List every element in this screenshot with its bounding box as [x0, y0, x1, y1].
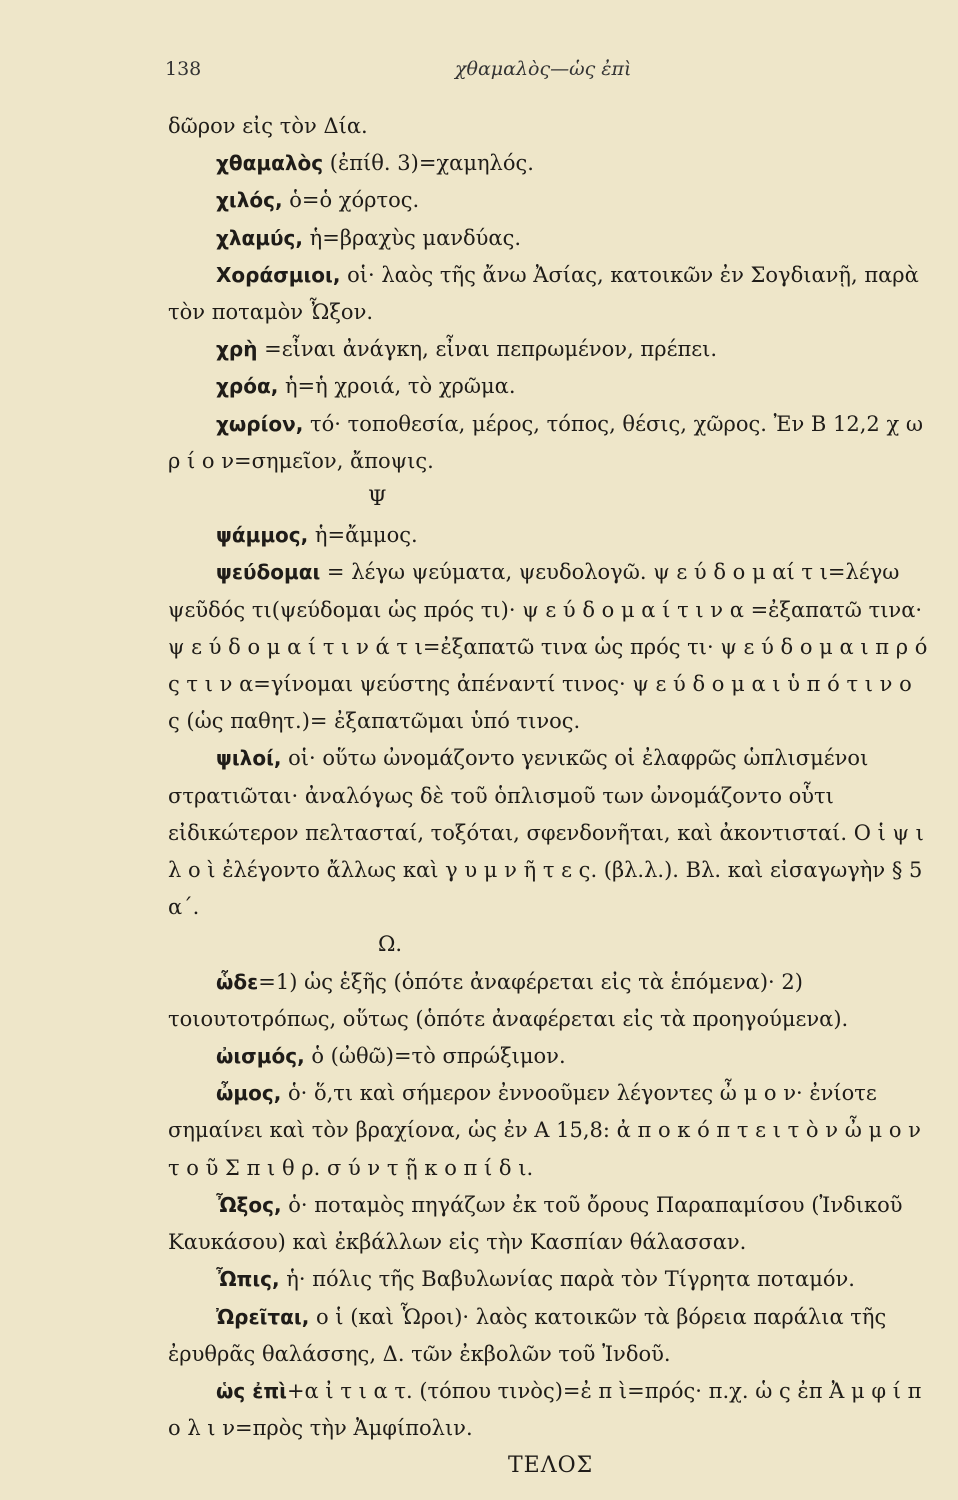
dictionary-entry [168, 331, 928, 368]
entry-definition: =1) ὡς ἑξῆς (ὁπότε ἀναφέρεται εἰς τὰ ἑπόμενα)· 2) τοιουτοτρόπως, οὕτως (ὁπότε ἀναφέρεται εἰς τὰ προηγούμενα). [168, 969, 849, 1031]
dictionary-entry [168, 1261, 928, 1298]
entry-headword: ψεύδομαι [216, 560, 321, 585]
entry-headword: ὧδε [216, 969, 259, 994]
dictionary-entry [168, 145, 928, 182]
entry-headword: ψάμμος, [216, 523, 309, 548]
entry-headword: χρὴ [216, 337, 258, 362]
dictionary-entry [168, 554, 928, 740]
end-marker: ΤΕΛΟΣ [508, 1453, 594, 1479]
dictionary-entry [168, 182, 928, 219]
entry-definition: ἡ=βραχὺς μανδύας. [302, 225, 522, 250]
entry-definition: ἡ=ἄμμος. [308, 523, 418, 548]
entry-headword: χλαμύς, [216, 225, 303, 250]
entry-headword: Ὦξος, [216, 1192, 282, 1217]
entry-headword: ψιλοί, [216, 746, 282, 771]
entry-headword: Χοράσμιοι, [216, 262, 341, 287]
entry-definition: ὁ=ὁ χόρτος. [282, 188, 420, 213]
dictionary-entry [168, 1038, 928, 1075]
entry-headword: χιλός, [216, 188, 283, 213]
entry-definition: ὁ· ποταμὸς πηγάζων ἐκ τοῦ ὄρους Παραπαμίσου (Ἰνδικοῦ Καυκάσου) καὶ ἐκβάλλων εἰς τὴν Κασπίαν θάλασσαν. [168, 1192, 903, 1255]
dictionary-entry [168, 368, 928, 405]
entry-definition: οἱ· λαὸς τῆς ἄνω Ἀσίας, κατοικῶν ἐν Σογδιανῇ, παρὰ τὸν ποταμὸν Ὦξον. [168, 262, 919, 325]
entry-headword: χρόα, [216, 374, 279, 399]
entry-definition: ὁ· ὅ,τι καὶ σήμερον ἐννοοῦμεν λέγοντες ὦ μ ο ν· ἐνίοτε σημαίνει καὶ τὸν βραχίονα, ὡς ἐν Α 15,8: ἀ π ο κ ό π τ ε ι τ ὸ ν ὦ μ ο ν τ ο ῦ Σ π ι θ ρ. σ ύ ν τ ῇ κ ο π ί δ ι. [168, 1081, 921, 1180]
dictionary-entry [168, 220, 928, 257]
dictionary-entry [168, 517, 928, 554]
entry-headword: χθαμαλὸς [216, 151, 324, 176]
dictionary-entry [168, 406, 928, 480]
dictionary-entry [168, 1373, 928, 1447]
letter-separator: Ω. [378, 932, 403, 957]
dictionary-entry [168, 964, 928, 1038]
page-number: 138 [165, 58, 202, 80]
entry-definition: οἱ· οὕτω ὠνομάζοντο γενικῶς οἱ ἐλαφρῶς ὡπλισμένοι στρατιῶται· ἀναλόγως δὲ τοῦ ὁπλισμοῦ των ὠνομάζοντο οὗτι εἰδικώτερον πελτασταί, τοξόται, σφενδονῆται, καὶ ἀκοντισταί. Ο ἱ ψ ι λ ο ὶ ἐλέγοντο ἄλλως καὶ γ υ μ ν ῆ τ ε ς. (βλ.λ.). Βλ. καὶ εἰσαγωγὴν § 5 α΄. [168, 746, 924, 920]
entry-definition: = λέγω ψεύματα, ψευδολογῶ. ψ ε ύ δ ο μ αί τ ι=λέγω ψεῦδός τι(ψεύδομαι ὡς πρός τι)· ψ ε ύ δ ο μ α ί τ ι ν α =ἐξαπατῶ τινα· ψ ε ύ δ ο μ α ί τ ι ν ά τ ι=ἐξαπατῶ τινα ὡς πρός τι· ψ ε ύ δ ο μ α ι π ρ ό ς τ ι ν α=γίνομαι ψεύστης ἀπέναντί τινος· ψ ε ύ δ ο μ α ι ὑ π ό τ ι ν ο ς (ὡς παθητ.)= ἐξαπατῶμαι ὑπό τινος. [168, 560, 928, 734]
dictionary-entry [168, 740, 928, 926]
dictionary-entry [168, 1075, 928, 1187]
dictionary-entry [168, 1187, 928, 1261]
entry-definition: (ἐπίθ. 3)=χαμηλός. [323, 151, 534, 176]
dictionary-entry [168, 108, 928, 145]
entry-headword: ὦμος, [216, 1081, 282, 1106]
letter-separator: Ψ [368, 486, 387, 511]
entry-headword: Ὠρεῖται, [216, 1304, 310, 1329]
entry-definition: ἡ· πόλις τῆς Βαβυλωνίας παρὰ τὸν Τίγρητα ποταμόν. [279, 1267, 855, 1292]
entry-definition: ὁ (ὠθῶ)=τὸ σπρώξιμον. [304, 1044, 566, 1069]
dictionary-entry [168, 257, 928, 331]
entry-definition: τό· τοποθεσία, μέρος, τόπος, θέσις, χῶρος. Ἐν Β 12,2 χ ω ρ ί ο ν=σημεῖον, ἄποψις. [168, 411, 923, 473]
entry-definition: δῶρον εἰς τὸν Δία. [168, 114, 368, 138]
entry-headword: χωρίον, [216, 411, 304, 436]
entry-headword: ὡς ἐπὶ [216, 1378, 287, 1403]
dictionary-entry [168, 1299, 928, 1373]
entry-headword: Ὦπις, [216, 1267, 280, 1292]
dictionary-body [168, 108, 928, 1485]
entry-definition: +α ἰ τ ι α τ. (τόπου τινὸς)=ἐ π ὶ=πρός· π.χ. ὡ ς ἐπ Ἀ μ φ ί π ο λ ι ν=πρὸς τὴν Ἀμφίπολιν. [168, 1378, 922, 1441]
entry-definition: =εἶναι ἀνάγκη, εἶναι πεπρωμένον, πρέπει. [257, 337, 718, 362]
entry-headword: ὠισμός, [216, 1044, 305, 1069]
entry-definition: ἡ=ἡ χροιά, τὸ χρῶμα. [278, 374, 516, 399]
entry-definition: ο ἱ (καὶ Ὧροι)· λαὸς κατοικῶν τὰ βόρεια παράλια τῆς ἐρυθρᾶς θαλάσσης, Δ. τῶν ἐκβολῶν τοῦ Ἰνδοῦ. [168, 1304, 887, 1366]
running-head: χθαμαλὸς—ὡς ἐπὶ [455, 58, 632, 80]
